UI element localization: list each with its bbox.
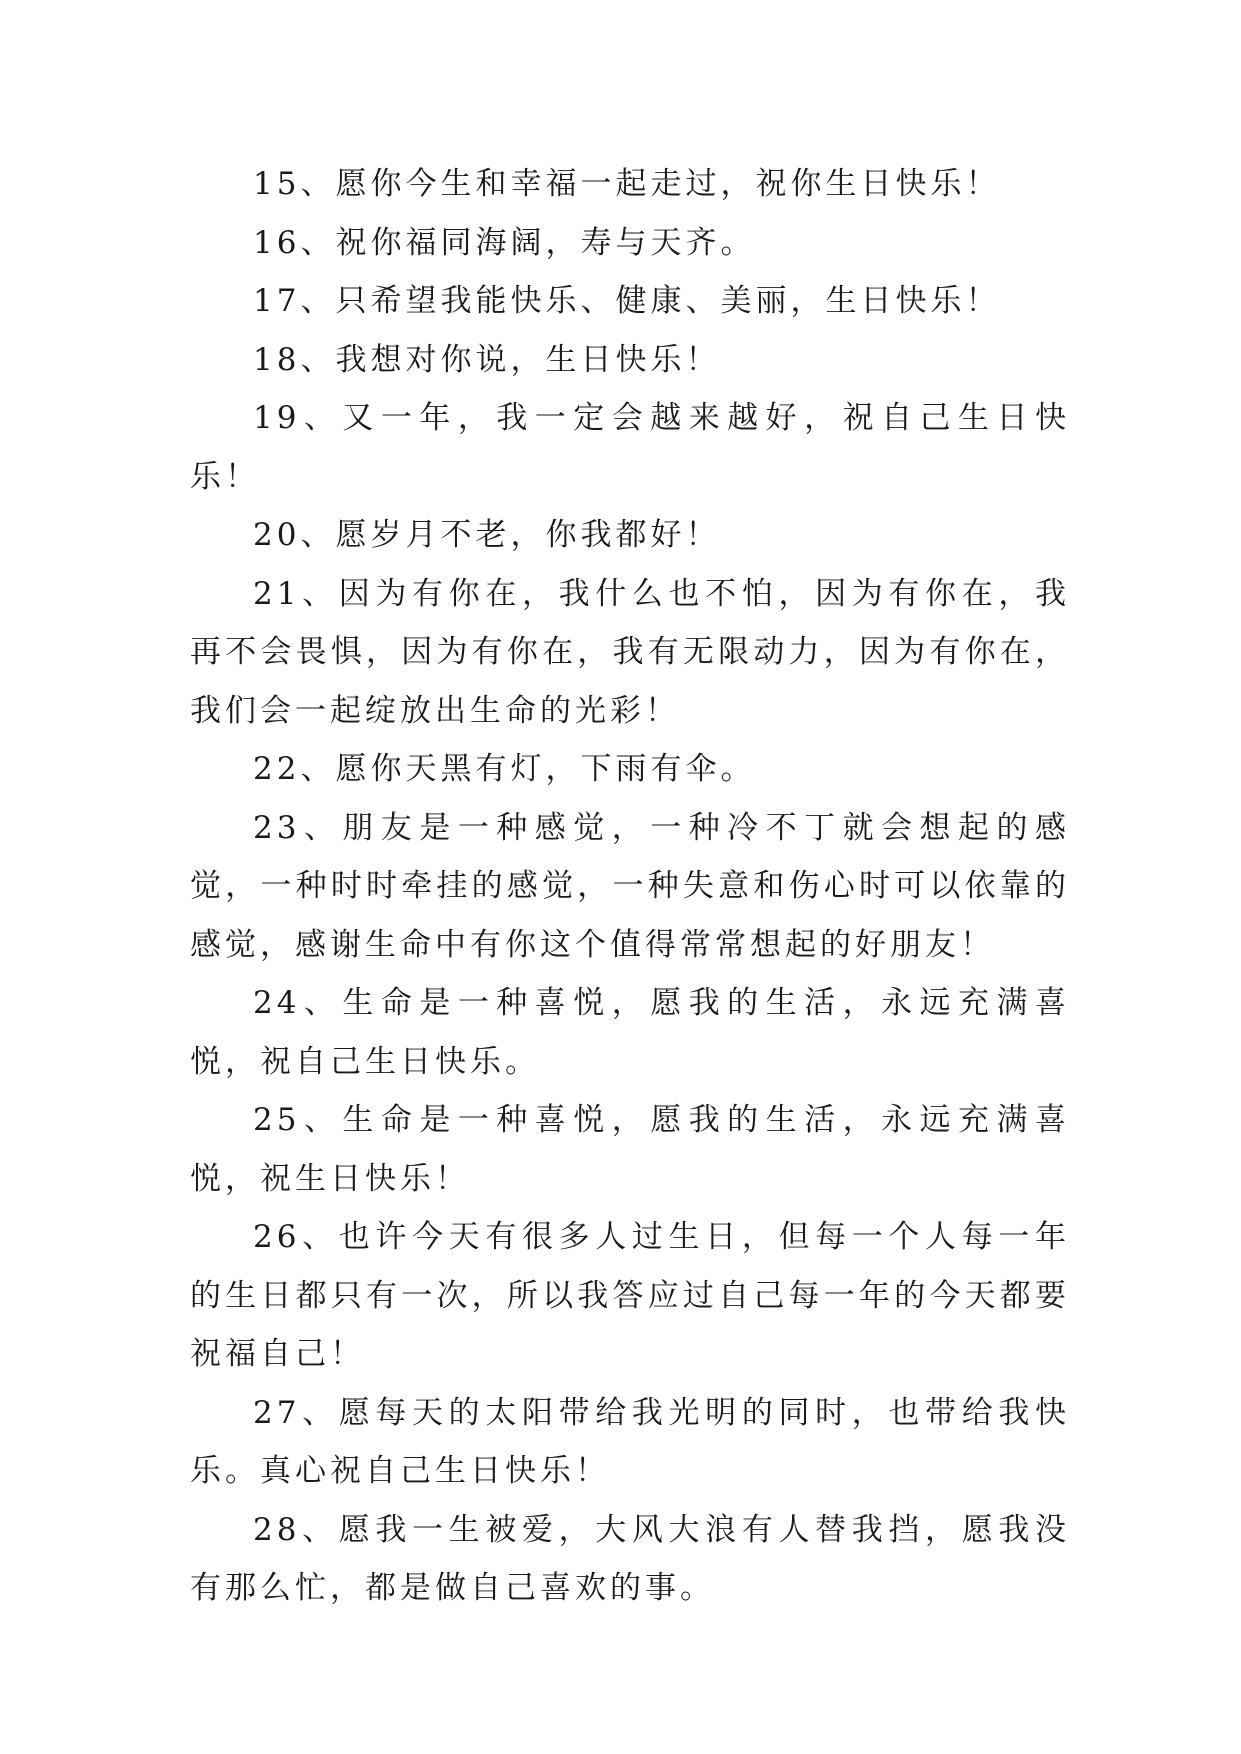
paragraph-25: 25、生命是一种喜悦，愿我的生活，永远充满喜悦，祝生日快乐！ — [190, 1102, 1070, 1197]
paragraph-21: 21、因为有你在，我什么也不怕，因为有你在，我再不会畏惧，因为有你在，我有无限动力，因为有你在，我们会一起绽放出生命的光彩！ — [190, 575, 1070, 729]
paragraph-15: 15、愿你今生和幸福一起走过，祝你生日快乐！ — [253, 166, 1001, 202]
paragraph-16: 16、祝你福同海阔，寿与天齐。 — [253, 224, 756, 261]
paragraph-17: 17、只希望我能快乐、健康、美丽，生日快乐！ — [253, 283, 1001, 319]
document-body — [190, 155, 1070, 1618]
paragraph-23: 23、朋友是一种感觉，一种冷不丁就会想起的感觉，一种时时牵挂的感觉，一种失意和伤心时可以依靠的感觉，感谢生命中有你这个值得常常想起的好朋友！ — [190, 809, 1070, 963]
paragraph-26: 26、也许今天有很多人过生日，但每一个人每一年的生日都只有一次，所以我答应过自己每一年的今天都要祝福自己！ — [190, 1219, 1070, 1372]
paragraph-20: 20、愿岁月不老，你我都好！ — [253, 517, 721, 553]
paragraph-24: 24、生命是一种喜悦，愿我的生活，永远充满喜悦，祝自己生日快乐。 — [190, 985, 1070, 1080]
paragraph-28: 28、愿我一生被爱，大风大浪有人替我挡，愿我没有那么忙，都是做自己喜欢的事。 — [190, 1511, 1070, 1606]
paragraph-27: 27、愿每天的太阳带给我光明的同时，也带给我快乐。真心祝自己生日快乐！ — [190, 1394, 1070, 1489]
paragraph-18: 18、我想对你说，生日快乐！ — [253, 341, 721, 378]
paragraph-19: 19、又一年，我一定会越来越好，祝自己生日快乐！ — [190, 400, 1070, 495]
paragraph-22: 22、愿你天黑有灯，下雨有伞。 — [253, 751, 756, 787]
